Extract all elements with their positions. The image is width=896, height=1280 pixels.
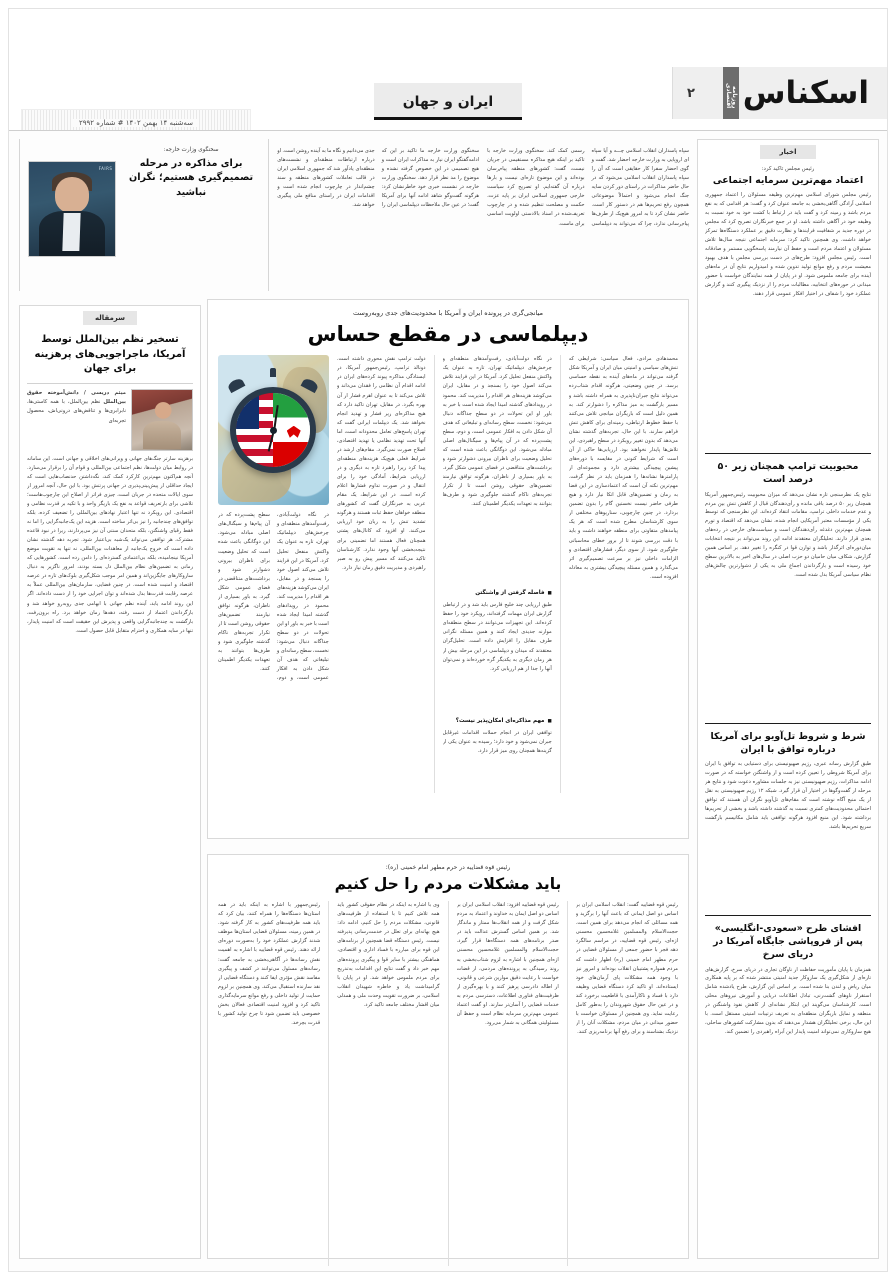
sidebar-item-4[interactable]	[705, 922, 871, 1256]
feature-subhead-1: ■ فاصله گرفتن از واشنگتن	[443, 589, 552, 599]
topstrip-left-text: سپاه پاسداران انقلاب اسلامی چـــه و آیا سپاه ای اروپایی به وزارت خارجه احضار شد. گفت و گوی احضار سفرا کار حقایقی است که آن را سپاه پاسداران انقلاب اسلامی می‌شود که در حال حاضر مذاکرات در راستای دور کردن سایه جنگ انجام می‌شود و احتمالاً موضوعاتی همچون رفع تحریم‌ها هم در دستور کار است. حاضر نشان کرد تا به امروز هیچ‌یک از طرف‌ها پیام‌رسانی ندارد، چرا که می‌تواند به دیپلماسی رسمی کمک کند. سخنگوی وزارت خارجه با تاکید بر اینکه هیچ مذاکره مستقیمی در جریان نیست، گفت: کشورهای منطقه پیام‌رسان بوده‌اند و این موضوع تازه‌ای نیست و بارها درباره آن گفته‌ایم. او تصریح کرد سیاست خارجی جمهوری اسلامی ایران بر پایه عزت، حکمت و مصلحت تنظیم شده و در چارچوب تعریف‌شده در اسناد بالادستی اولویت اساسی برای ماست.	[487, 148, 689, 227]
newspaper-logo-tagline: روزنامه اقتصادی	[723, 67, 739, 119]
photo-backdrop-text: FAIRS	[98, 165, 113, 171]
editorial-author-name: میثم دریسی / دانش‌آموخته حقوق بین‌الملل	[27, 389, 126, 405]
dateline: سه‌شنبه ۱۴ بهمن ۱۴۰۲ # شماره ۲۹۹۲	[73, 119, 199, 127]
editorial-byline-lead: نظم بین‌الملل، با همه کاستی‌ها، نابرابری‌ها و تناقض‌های درونی‌اش، محصول تجربه‌ای	[27, 398, 126, 424]
feature-subhead-2-text: توافقی ایران در انجام حملات اقدامات غیرقابل جبران نمی‌شود و خود دارد؛ رسیده به عنوان یکی از گزینه‌ها همچنان روی میز قرار دارد.	[442, 730, 552, 755]
topstrip-article-headline: برای مذاکره در مرحله تصمیم‌گیری هستیم؛ نگران نباشید	[129, 158, 254, 198]
topstrip-article-kicker: سخنگوی وزارت خارجه:	[163, 147, 219, 153]
page-sheet	[8, 8, 888, 1272]
editorial-column	[19, 305, 201, 1259]
topstrip-mid-text: سخنگوی وزارت خارجه ما تاکید بر این که ادامه‌گفتگو ایران نیاز به مذاکرات ایران است و هیچ تصمیمی در این خصوص گرفته نشده و موضوع را مد نظر قرار دهد. سخنگوی وزارت خارجه در نشست خبری خود خاطرنشان کرد: هرگونه گفت‌وگو شاهد ادامه آنها برای آمریکا گفت؛ در عین حال ملاحظات دیپلماسی ایران را جدی می‌دانیم و نگاه ما به آینده روشن است. او درباره ارتباطات منطقه‌ای و نشست‌های منطقه‌ای یادآور شد که جمهوری اسلامی ایران در قالب تعاملات کشورهای منطقه و سند چشم‌انداز در چارچوب انجام شده است و اقدامات ایران در راستای منافع ملی پیگیری خواهد شد.	[277, 148, 480, 209]
topstrip-column-left	[487, 139, 689, 291]
feature-column-2	[434, 355, 552, 793]
editorial-body: برهزینه سازتر جنگ‌های جهانی و ویرانی‌های اخلاقی و جهانی است. این سامانه در روابط میان دولت‌ها، نظم اجتماعی بین‌المللی و قوام آن را برقرار می‌سازد. آنچه هم‌اکنون مهم‌ترین کارکرد کمک کند، نگه‌داشتن حدنصاب‌هایی است که ایجاد حداقلی از پیش‌بینی‌پذیری در جهانی پرتنش بود. با این حال، آنچه امروز از سوی ایالات متحده در جریان است، چیزی فراتر از اصلاح این چارچوب‌هاست؛ تلاشی برای بازتعریف قواعد به نفع یک بازیگر واحد و با تکیه بر قدرت نظامی و اقتصادی. این رویکرد نه تنها اعتبار نهادهای بین‌المللی را تضعیف کرده، بلکه توافق‌های چندجانبه را نیز بی‌اثر ساخته است. هزینه این یک‌جانبه‌گرایی را اما نه فقط رقبای واشنگتن، بلکه متحدان سنتی آن نیز می‌پردازند، زیرا در نبود قاعده مشترک، هر توافقی می‌تواند یک‌شبه بی‌اعتبار شود. تجربه دهه گذشته نشان داده است که خروج یک‌جانبه از معاهدات بین‌المللی، نه تنها به تقویت موضع آمریکا نینجامیده، بلکه بی‌اعتمادی گسترده‌ای را دامن زده است. کشورهایی که زمانی به تضمین‌های نظام بین‌الملل دل بسته بودند، امروز ناگزیر به دنبال سازوکارهای جایگزین‌اند و همین امر موجب شکل‌گیری بلوک‌های تازه در عرصه اقتصاد و امنیت شده است. در چنین فضایی، سازمان‌های بین‌المللی عملاً به عرصه رقابت قدرت‌ها بدل شده‌اند و توان اجرایی خود را از دست داده‌اند. اگر این روند ادامه یابد، آینده نظم جهانی با ابهامی جدی روبه‌رو خواهد شد و بازگرداندن اعتماد از دست رفته، دهه‌ها زمان خواهد برد. راه برون‌رفت، بازگشت به چندجانبه‌گرایی واقعی و پذیرش این حقیقت است که امنیت پایدار، تنها در سایه همکاری و احترام متقابل قابل حصول است.	[27, 455, 193, 634]
clock-center-pin	[270, 427, 277, 434]
feature-column-3	[218, 355, 426, 793]
sidebar-item-4-body: همزمان با پایان مأموریت حفاظت از ناوگان تجاری در دریای سرخ، گزارش‌های تازه‌ای از شکل‌گیری یک سازوکار جدید امنیتی منتشر شده که بر پایه همکاری میان ریاض و لندن بنا شده است. بر اساس این گزارش، طرح یادشده شامل استقرار ناوهای گشت‌زنی، تبادل اطلاعات دریایی و آموزش نیروهای محلی است. کارشناسان می‌گویند این ابتکار نشانه‌ای از کاهش نفوذ واشنگتن در منطقه و تمایل بازیگران منطقه‌ای به تعریف ترتیبات امنیتی مستقل است. با این حال، برخی تحلیلگران هشدار می‌دهند که بدون مشارکت کشورهای ساحلی، هیچ سازوکاری نمی‌تواند امنیت پایدار این آبراه راهبردی را تضمین کند.	[705, 966, 871, 1036]
bottom-feature-column-2	[448, 901, 559, 1266]
sidebar-item-3[interactable]	[705, 730, 871, 908]
bottom-feature-column-4	[218, 901, 320, 1266]
news-sidebar	[697, 139, 879, 1259]
newspaper-logo: اسکناس	[742, 74, 869, 111]
feature-column-2-text: در نگاه دولت‌آبادی، رفت‌وآمدهای منطقه‌ای و چرخش‌های دیپلماتیک تهران، تازه به عنوان یک واکنش منفعل تحلیل کرد. آمریکا در این فرایند تلاش می‌کند اصول خود را بسنجد و در مقابل، ایران می‌کوشد هزینه‌های هر اقدام را مدیریت کند. محمود در رویدادهای گذشته امیدا ایجاد شده است با خبر به باور او این تحولات در دو سطح جداگانه دنبال می‌شود: نخست، سطح رسانه‌ای و تبلیغاتی که هدف آن شکل دادن به افکار عمومی است، و دوم، سطح پشت‌پرده که در آن پیام‌ها و سیگنال‌های اصلی مبادله می‌شود. این دوگانگی باعث شده است که تحلیل وضعیت برای ناظران بیرونی دشوارتر شود و برداشت‌های متناقضی در فضای عمومی شکل گیرد. به باور بسیاری از ناظران، هرگونه توافق نیازمند تضمین‌های حقوقی روشن است تا از تکرار تجربه‌های ناکام گذشته جلوگیری شود و طرف‌ها بتوانند به تعهدات یکدیگر اطمینان کنند.	[442, 356, 552, 508]
feature-column-1-text: محمدهادی مرادی، فعال سیاسی: شرایطی که تنش‌های سیاسی و امنیتی میان ایران و آمریکا شکل گرفته می‌تواند در ماه‌های آینده به نقطه حساسی برسد. در چنین وضعیتی، هرگونه اقدام شتاب‌زده می‌تواند نتایج جبران‌ناپذیری به همراه داشته باشد و مسیر بازگشت به میز مذاکره را دشوارتر کند. به همین دلیل است که بازیگران میانجی تلاش می‌کنند با حفظ خطوط ارتباطی، زمینه‌ای برای کاهش تنش فراهم سازند. با این حال، تجربه‌های گذشته نشان می‌دهد که بدون تغییر رویکرد در سطح راهبردی، این تلاش‌ها پایدار نخواهند بود. ارزیابی‌ها حاکی از آن است که شرایط کنونی در مقایسه با دوره‌های پیشین پیچیدگی بیشتری دارد و مجموعه‌ای از پارامترها نشانه‌ها را همزمان باید در نظر گرفت. مهم‌ترین نکته آن است که اعتمادسازی در این فضا به زمان و تضمین‌های قابل اتکا نیاز دارد و هیچ طرفی حاضر نیست نخستین گام را بدون تضمین بردارد. در چنین چارچوبی، سناریوهای مختلفی از سوی کارشناسان مطرح شده است که هر یک پیامدهای متفاوتی برای منطقه خواهند داشت و باید با دقت بررسی شوند تا از بروز خطای محاسباتی جلوگیری شود. از سوی دیگر، فشارهای اقتصادی و الزامات داخلی نیز بر سرعت تصمیم‌گیری اثر می‌گذارد و همین مسئله پیچیدگی بیشتری به معادله افزوده است.	[568, 356, 678, 580]
feature-photo-caption-text: در نگاه دولت‌آبادی، رفت‌وآمدهای منطقه‌ای و چرخش‌های دیپلماتیک تهران، تازه به عنوان یک واکنش منفعل تحلیل کرد. آمریکا در این فرایند تلاش می‌کند اصول خود را بسنجد و در مقابل، ایران می‌کوشد هزینه‌های هر اقدام را مدیریت کند. محمود در رویدادهای گذشته امیدا ایجاد شده است با خبر به باور او این تحولات در دو سطح جداگانه دنبال می‌شود: نخست، سطح رسانه‌ای و تبلیغاتی که هدف آن شکل دادن به افکار عمومی است، و دوم، سطح پشت‌پرده که در آن پیام‌ها و سیگنال‌های اصلی مبادله می‌شود. این دوگانگی باعث شده است که تحلیل وضعیت برای ناظران بیرونی دشوارتر شود و برداشت‌های متناقضی در فضای عمومی شکل گیرد. به باور بسیاری از ناظران، هرگونه توافق نیازمند تضمین‌های حقوقی روشن است تا از تکرار تجربه‌های ناکام گذشته جلوگیری شود و طرف‌ها بتوانند به تعهدات یکدیگر اطمینان کنند.	[218, 512, 329, 682]
feature-headline: دیپلماسی در مقطع حساس	[307, 322, 589, 346]
editorial-headline: تسخیر نظم بین‌الملل توسط آمریکا، ماجراجویی‌های پرهزینه برای جهان	[34, 334, 186, 374]
bottom-feature-kicker: رئیس قوه قضاییه در حرم مطهر امام خمینی (ره):	[385, 864, 511, 871]
sidebar-item-1[interactable]	[705, 166, 871, 446]
clock-knob	[270, 368, 276, 377]
page-number: ۲	[687, 85, 695, 101]
main-feature-article	[207, 299, 689, 839]
bottom-feature-column-1-text: رئیس قوه قضاییه گفت: انقلاب اسلامی ایران بر اساس دو اصل ایمانی که باعث آنها را برگزید و همه مسائلی که انجام می‌دهد برای همین است. حجت‌الاسلام والمسلمین غلامحسین محسنی اژه‌ای، رئیس قوه قضاییه، در مراسم سالگرد دهه فجر با حضور جمعی از مسئولان قضایی در حرم مطهر امام خمینی (ره) اظهار داشت که مردم همواره پشتیبان انقلاب بوده‌اند و امروز نیز با وجود همه مشکلات پای آرمان‌های خود ایستاده‌اند. او تاکید کرد دستگاه قضایی وظیفه دارد با فساد و ناکارآمدی با قاطعیت برخورد کند و در عین حال حقوق شهروندان را به‌طور کامل رعایت نماید. وی همچنین از مسئولان خواست با حضور میدانی در میان مردم، مشکلات آنان را از نزدیک بشناسند و برای رفع آنها برنامه‌ریزی کنند.	[575, 902, 678, 1036]
sidebar-item-3-headline: شرط و شروط تل‌آویو برای آمریکا درباره توافق با ایران	[710, 730, 866, 755]
feature-subhead-1-text: طبق ارزیابی چند خلیج فارس باید شد و در ارتباطی گزارش ایران مهمات گرفته‌اند، رویکرد خود را حفظ کرده‌اند. این تجهیزات می‌توانند در سطح منطقه‌ای موازنه جدیدی ایجاد کنند و همین مسئله نگرانی طرف مقابل را افزایش داده است. تحلیل‌گران معتقدند که میدان و دیپلماسی در این مرحله بیش از هر زمان دیگری به یکدیگر گره خورده‌اند و نمی‌توان آنها را جدا از هم ارزیابی کرد.	[442, 602, 552, 672]
editorial-tab[interactable]: سرمقاله	[83, 311, 137, 325]
editorial-byline	[27, 389, 126, 451]
masthead	[9, 9, 887, 131]
masthead-divider	[9, 130, 887, 131]
feature-column-1	[560, 355, 678, 793]
sidebar-divider-3	[705, 915, 871, 916]
masthead-brand-block	[672, 67, 887, 119]
sidebar-item-3-body: طبق گزارش رسانه عبری، رژیم صهیونیستی برای دستیابی به توافق با ایران برای آمریکا شروطی را تعیین کرده است و از واشنگتن خواسته که در صورت ادامه مذاکرات، رژیم صهیونیستی نیز به جلسات مشاوره دعوت شود و نتایج هر مرحله از گفت‌وگوها در اختیار آن قرار گیرد. شبکه ۱۲ رژیم صهیونیستی به نقل از یک منبع آگاه نوشته است که مقام‌های تل‌آویو نگران آن هستند که توافق احتمالی محدودیت‌های کمتری نسبت به گذشته داشته باشد و بخشی از تحریم‌ها برداشته شود. این منبع افزود هرگونه توافقی باید شامل مکانیسم بازگشت سریع تحریم‌ها باشد.	[705, 760, 871, 830]
clock-face	[230, 387, 316, 473]
bottom-feature-headline: باید مشکلات مردم را حل کنیم	[334, 875, 562, 893]
sidebar-item-1-headline: اعتماد مهم‌ترین سرمایه اجتماعی	[712, 175, 864, 186]
top-news-strip	[19, 139, 689, 291]
editorial-author-photo	[131, 389, 193, 451]
topstrip-column-mid	[268, 139, 479, 291]
editorial-divider	[27, 383, 193, 384]
sidebar-divider-1	[705, 453, 871, 454]
sidebar-item-1-body: رئیس مجلس شورای اسلامی مهم‌ترین وظیفه مسئولان را اعتماد جمهوری اسلامی آزادگی آگاهی‌بخشی به جامعه عنوان کرد و گفت: هر اقدامی که به نفع مردم باشد و زمینه کرد و گفت باید در ارتباط با کشت خود به خود نسبت به وظیفه خود در آگاهی داشته باشد. او در جمع خبرنگاران تصریح کرد که مجلس در دوره جدید بر شفافیت فرایندها و نظارت دقیق بر عملکرد دستگاه‌ها تمرکز خواهد داشت. وی همچنین تاکید کرد: سرمایه اجتماعی نتیجه سال‌ها تلاش مسئولان و اعتماد مردم است و حفظ آن نیازمند پاسخگویی مستمر و صادقانه است. رئیس مجلس افزود: طرح‌های در دست بررسی مجلس با هدف بهبود معیشت مردم و رفع موانع تولید تدوین شده و امیدواریم نتایج آن در ماه‌های آینده برای جامعه ملموس شود. او در پایان از همه نمایندگان خواست با حضور میدانی در حوزه‌های انتخابیه، مطالبات مردم را از نزدیک پیگیری کنند و گزارش عملکرد خود را شفاف در اختیار افکار عمومی قرار دهند.	[705, 192, 871, 297]
bottom-feature-column-3-text: وی با اشاره به اینکه در نظام حقوقی کشور باید همه تلاش کنیم تا با استفاده از ظرفیت‌های قانونی، مشکلات مردم را حل کنیم، ادامه داد: هیچ بهانه‌ای برای تعلل در خدمت‌رسانی پذیرفته نیست. رئیس دستگاه قضا همچنین از برنامه‌های این قوه برای مبارزه با فساد اداری و اقتصادی، هماهنگی بیشتر با سایر قوا و پیگیری پرونده‌های مهم خبر داد و گفت نتایج این اقدامات به‌تدریج برای مردم ملموس خواهد شد. او در پایان با گرامیداشت یاد و خاطره شهیدان انقلاب اسلامی، بر ضرورت تقویت وحدت ملی و همدلی میان اقشار مختلف جامعه تاکید کرد.	[337, 902, 440, 1008]
section-title: ایران و جهان	[402, 94, 494, 110]
feature-photo-iran-us-clock	[218, 355, 329, 505]
sidebar-divider-2	[705, 723, 871, 724]
sidebar-item-4-headline: افشای طرح «سعودی-انگلیسی» پس از فروپاشی جایگاه آمریکا در دریای سرخ	[713, 922, 863, 961]
dateline-strip	[21, 109, 251, 131]
feature-subhead-2: ■ مهم مذاکره‌ای امکان‌پذیر نیست؟	[443, 717, 552, 727]
photo-shirt	[63, 213, 82, 251]
sidebar-item-2-headline: محبوبیت ترامپ همچنان زیر ۵۰ درصد است	[717, 461, 859, 486]
section-title-tab	[374, 83, 522, 120]
iran-flag-icon	[273, 393, 310, 467]
sidebar-tab-news[interactable]: اخبار	[760, 145, 816, 159]
sidebar-item-2-body: نتایج یک نظرسنجی تازه نشان می‌دهد که میزان محبوبیت رئیس‌جمهور آمریکا همچنان زیر ۵۰ درصد باقی مانده و رأی‌دهندگان قبال از کاهش تنش بین مردم و عدم خدمات داخلی ترامپ، مقامات انتقاد کرده‌اند. این نظرسنجی که توسط یکی از مؤسسات معتبر آمریکایی انجام شده، نشان می‌دهد که اقتصاد و تورم همچنان مهم‌ترین دغدغه رأی‌دهندگان است و سیاست‌های خارجی در رده‌های بعدی قرار دارند. تحلیلگران معتقدند ادامه این روند می‌تواند بر نتیجه انتخابات میان‌دوره‌ای اثرگذار باشد و توازن قوا در کنگره را تغییر دهد. بر اساس همین گزارش، شکاف میان حامیان دو حزب اصلی در سال‌های اخیر به بالاترین سطح خود رسیده است و بازگرداندن اجماع ملی به یکی از دشوارترین چالش‌های نظام سیاسی آمریکا بدل شده است.	[705, 491, 871, 579]
feature-kicker: میانجی‌گری در پرونده ایران و آمریکا با محدودیت‌های جدی روبه‌روست	[352, 309, 544, 317]
bottom-feature-column-1	[567, 901, 678, 1266]
bottom-feature-column-3	[328, 901, 439, 1266]
bottom-feature-column-4-text: رئیس‌جمهور با اشاره به اینکه باید در همه استان‌ها دستگاه‌ها را همراه کنند، بیان کرد که باید همه ظرفیت‌های کشور به کار گرفته شود. در همین زمینه، مسئولان قضایی استان‌ها موظف شدند گزارش عملکرد خود را به‌صورت دوره‌ای ارائه دهند. رئیس قوه قضاییه با اشاره به اهمیت نقش رسانه‌ها در آگاهی‌بخشی به جامعه گفت: رسانه‌های مسئول می‌توانند در کشف و پیگیری مفاسد نقش مؤثری ایفا کنند و دستگاه قضایی از نقد سازنده استقبال می‌کند. وی همچنین بر لزوم حمایت از تولید داخلی و رفع موانع سرمایه‌گذاری تاکید کرد و افزود امنیت اقتصادی فعالان بخش خصوصی باید تضمین شود تا چرخ تولید کشور با قدرت بچرخد.	[218, 902, 321, 1026]
bottom-feature-column-2-text: رئیس قوه قضاییه افزود: انقلاب اسلامی ایران بر اساس دو اصل ایمان به خداوند و اعتماد به مردم شکل گرفت و از همه انقلاب‌ها ممتاز و ماندگار شد. بر همین اساس گسترش عدالت باید در صدر برنامه‌های همه دستگاه‌ها قرار گیرد. حجت‌الاسلام والمسلمین غلامحسین محسنی اژه‌ای همچنین با اشاره به لزوم شتاب‌بخشی به روند رسیدگی به پرونده‌های مردمی، از قضات خواست با رعایت دقیق موازین شرعی و قانونی، از اطاله دادرسی پرهیز کنند و با بهره‌گیری از ظرفیت‌های فناوری اطلاعات، دسترسی مردم به خدمات قضایی را آسان‌تر سازند. او گفت اعتماد عمومی مهم‌ترین سرمایه نظام است و حفظ آن مسئولیتی همگانی به شمار می‌رود.	[456, 902, 559, 1026]
bottom-feature-article	[207, 854, 689, 1259]
spokesperson-photo	[28, 161, 116, 257]
feature-column-3-text: دولت ترامپ نقش محوری داشته است. دونالد ترامپ، رئیس‌جمهور آمریکا، در ایستادگی مذاکره پیوند کرده‌های ایران در ادامه اقدام آن نظامی را فقدان می‌داند و تلاش می‌کند تا به عنوان اهرم فشار از آن بهره بگیرد. در مقابل، تهران تاکید دارد که هیچ مذاکره‌ای زیر فشار و تهدید انجام نخواهد شد. یک دیپلمات ایرانی گفت که تهران پاسخ‌های تعامل محدودانه است، اما آنها تحت تهدید نظامی یا تهدید اقتصادی، اصلاح صورت نمی‌گیرد. مقام‌های ارشد در شرایط فعلی هیچ‌یک هزینه‌های منطقه‌ای پیدا کرد زیرا راهبرد تازه به دیگری و در ارزیابی شرایط، آمادگی خود را برای انتقال و در صورت تداوم فشارها اعلام کرده است. در این شرایط، یک مقام عربی به خبرنگاران گفت که کشورهای منطقه خواهان حفظ ثبات هستند و هرگونه تشدید تنش را به زیان خود ارزیابی می‌کنند. او افزود که کانال‌های پشتی همچنان فعال هستند اما تضمینی برای نتیجه‌بخشی آنها وجود ندارد. کارشناسان تاکید می‌کنند که مسیر پیش رو به صبر راهبردی و مدیریت دقیق زمان نیاز دارد.	[336, 356, 426, 571]
sidebar-item-1-kicker: رئیس مجلس تاکید کرد:	[761, 166, 815, 172]
photo-face	[55, 177, 89, 213]
topstrip-column-article	[19, 139, 260, 291]
sidebar-item-2[interactable]	[705, 460, 871, 715]
us-flag-icon	[236, 393, 273, 467]
